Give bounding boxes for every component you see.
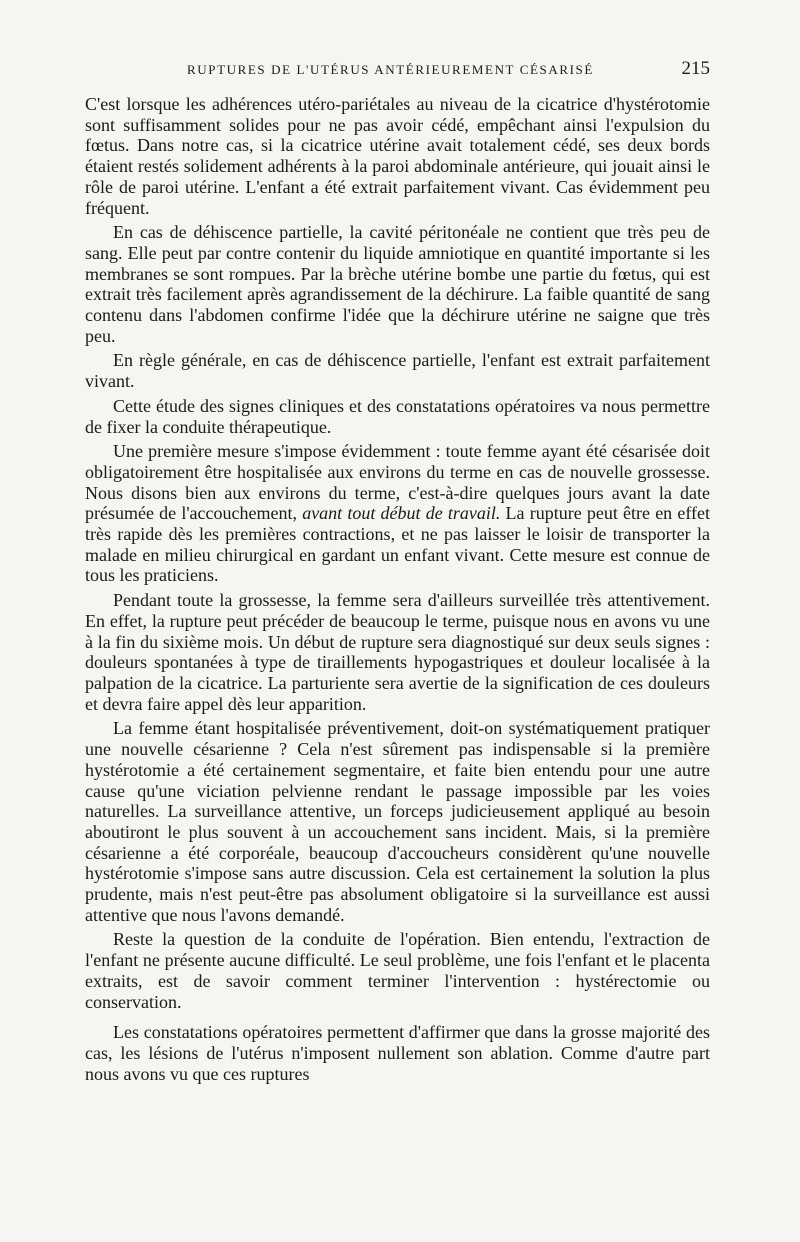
paragraph [85, 441, 710, 586]
paragraph: C'est lorsque les adhérences utéro-pariétales au niveau de la cicatrice d'hystérotomie sont suffisamment solides pour ne pas avoir cédé, empêchant ainsi l'expulsion du fœtus. Dans notre cas, si la cicatrice utérine avait totalement cédé, ses deux bords étaient restés solidement adhérents à la paroi abdominale antérieure, qui jouait ainsi le rôle de paroi utérine. L'enfant a été extrait parfaitement vivant. Cas évidemment peu fréquent. [85, 94, 710, 218]
paragraph: La femme étant hospitalisée préventivement, doit-on systématiquement pratiquer une nouvelle césarienne ? Cela n'est sûrement pas indispensable si la première hystérotomie a été certainement segmentaire, et faite bien entendu pour une autre cause qu'une viciation pelvienne rendant le passage impossible par les voies naturelles. La surveillance attentive, un forceps judicieusement appliqué au besoin aboutiront le plus souvent à un accouchement sans incident. Mais, si la première césarienne a été corporéale, beaucoup d'accoucheurs considèrent qu'une nouvelle hystérotomie s'impose sans autre discussion. Cela est certainement la solution la plus prudente, mais n'est peut-être pas absolument obligatoire si la surveillance est aussi attentive que nous l'avons demandé. [85, 718, 710, 925]
paragraph-text: Une première mesure s'impose évidemment : toute femme ayant été césarisée doit obligatoirement être hospitalisée aux environs du terme en cas de nouvelle grossesse. Nous disons bien aux environs du terme, c'est-à-dire quelques jours avant la date présumée de l'accouchement, [85, 441, 710, 524]
paragraph: Les constatations opératoires permettent d'affirmer que dans la grosse majorité des cas, les lésions de l'utérus n'imposent nullement son ablation. Comme d'autre part nous avons vu que ces ruptures [85, 1022, 710, 1084]
page [85, 58, 710, 1088]
body-text [85, 94, 710, 1084]
emphasis-text: avant tout début de travail. [302, 503, 501, 524]
paragraph: Pendant toute la grossesse, la femme sera d'ailleurs surveillée très attentivement. En effet, la rupture peut précéder de beaucoup le terme, puisque nous en avons vu une à la fin du sixième mois. Un début de rupture sera diagnostiqué sur deux seuls signes : douleurs spontanées à type de tiraillements hypogastriques et douleur localisée à la palpation de la cicatrice. La parturiente sera avertie de la signification de ces douleurs et devra faire appel dès leur apparition. [85, 590, 710, 714]
paragraph: En règle générale, en cas de déhiscence partielle, l'enfant est extrait parfaitement vivant. [85, 350, 710, 392]
paragraph: En cas de déhiscence partielle, la cavité péritonéale ne contient que très peu de sang. Elle peut par contre contenir du liquide amniotique en quantité importante si les membranes se sont rompues. Par la brèche utérine bombe une partie du fœtus, qui est extrait très facilement après agrandissement de la déchirure. La faible quantité de sang contenu dans l'abdomen confirme l'idée que la déchirure utérine ne saigne que très peu. [85, 222, 710, 346]
paragraph: Reste la question de la conduite de l'opération. Bien entendu, l'extraction de l'enfant ne présente aucune difficulté. Le seul problème, une fois l'enfant et le placenta extraits, est de savoir comment terminer l'intervention : hystérectomie ou conservation. [85, 929, 710, 1012]
paragraph-text: La rupture peut être en effet très rapide dès les premières contractions, et ne pas laisser le loisir de transporter la malade en milieu chirurgical en gardant un enfant vivant. Cette mesure est connue de tous les praticiens. [85, 503, 711, 586]
paragraph: Cette étude des signes cliniques et des constatations opératoires va nous permettre de fixer la conduite thérapeutique. [85, 395, 710, 437]
running-title: RUPTURES DE L'UTÉRUS ANTÉRIEUREMENT CÉSARISÉ [187, 62, 594, 77]
running-header [85, 58, 710, 80]
page-number: 215 [681, 58, 710, 79]
